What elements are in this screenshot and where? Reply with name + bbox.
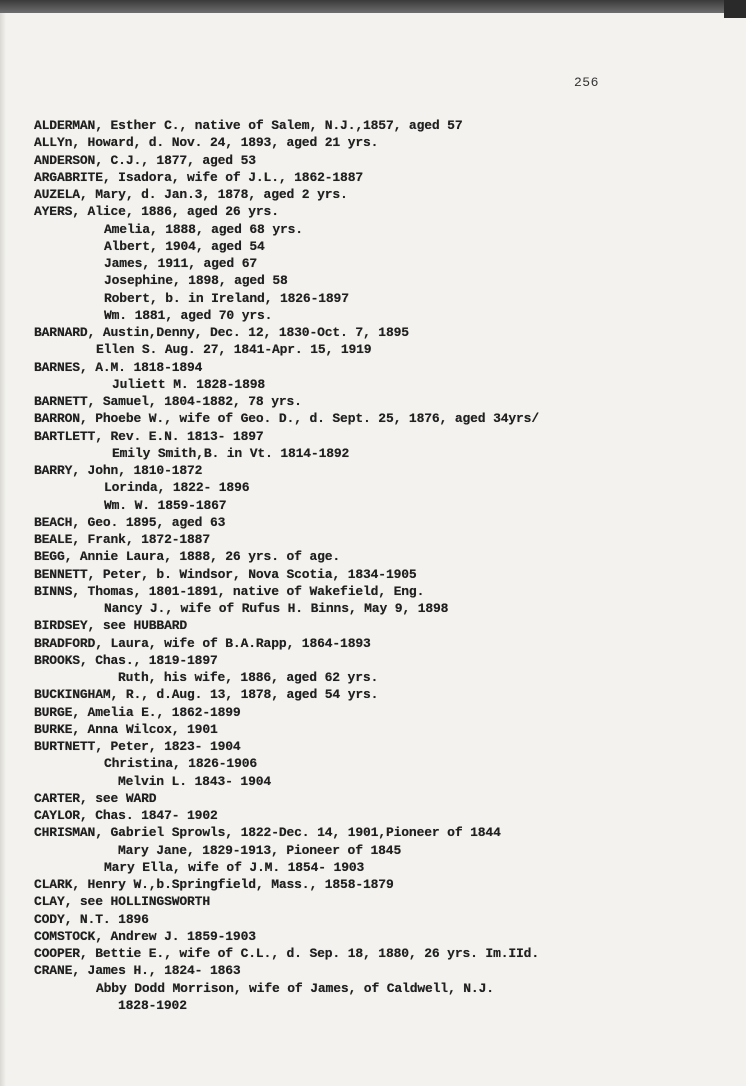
entry-line: BURTNETT, Peter, 1823- 1904 <box>34 739 241 754</box>
entry-line: BURKE, Anna Wilcox, 1901 <box>34 721 218 737</box>
entry-continuation-line: Wm. 1881, aged 70 yrs. <box>104 307 273 323</box>
scan-top-edge <box>0 0 746 13</box>
entry-line: COMSTOCK, Andrew J. 1859-1903 <box>34 928 256 944</box>
entry-continuation-line: Josephine, 1898, aged 58 <box>104 273 288 289</box>
entry-line: AYERS, Alice, 1886, aged 26 yrs. <box>34 204 279 220</box>
entry-line: BARNES, A.M. 1818-1894 <box>34 359 203 375</box>
entry-line: COOPER, Bettie E., wife of C.L., d. Sep. 18, 1880, 26 yrs. Im.IId. <box>34 946 539 961</box>
entry-line: BARNARD, Austin,Denny, Dec. 12, 1830-Oct. 7, 1895 <box>34 325 409 340</box>
entry-line: BROOKS, Chas., 1819-1897 <box>34 652 218 668</box>
entry-continuation-line: Mary Jane, 1829-1913, Pioneer of 1845 <box>118 842 402 858</box>
entry-line: BARNETT, Samuel, 1804-1882, 78 yrs. <box>34 394 302 409</box>
entry-continuation-line: Emily Smith,B. in Vt. 1814-1892 <box>112 445 350 461</box>
entry-continuation-line: 1828-1902 <box>118 997 187 1013</box>
entry-line: BEACH, Geo. 1895, aged 63 <box>34 514 226 530</box>
entry-continuation-line: Wm. W. 1859-1867 <box>104 497 227 513</box>
entry-line: BEALE, Frank, 1872-1887 <box>34 532 210 547</box>
entry-continuation-line: Christina, 1826-1906 <box>104 756 258 772</box>
entry-line: BEGG, Annie Laura, 1888, 26 yrs. of age. <box>34 549 341 565</box>
entry-line: CRANE, James H., 1824- 1863 <box>34 963 241 979</box>
entry-continuation-line: Juliett M. 1828-1898 <box>112 376 266 392</box>
entry-line: CLARK, Henry W.,b.Springfield, Mass., 1858-1879 <box>34 877 394 892</box>
scan-left-shadow <box>0 13 6 1086</box>
entry-continuation-line: Mary Ella, wife of J.M. 1854- 1903 <box>104 859 365 875</box>
entry-line: CARTER, see WARD <box>34 790 157 806</box>
entry-line: ALDERMAN, Esther C., native of Salem, N.J.,1857, aged 57 <box>34 118 463 133</box>
entry-line: BARRON, Phoebe W., wife of Geo. D., d. Sept. 25, 1876, aged 34yrs/ <box>34 411 539 427</box>
entry-continuation-line: James, 1911, aged 67 <box>104 256 258 271</box>
entry-line: CAYLOR, Chas. 1847- 1902 <box>34 808 218 823</box>
entry-line: BARRY, John, 1810-1872 <box>34 463 203 478</box>
entry-line: BIRDSEY, see HUBBARD <box>34 618 188 634</box>
entry-continuation-line: Ruth, his wife, 1886, aged 62 yrs. <box>118 670 379 685</box>
entry-line: CODY, N.T. 1896 <box>34 911 149 927</box>
entry-line: BARTLETT, Rev. E.N. 1813- 1897 <box>34 428 264 444</box>
page-number: 256 <box>574 75 599 90</box>
entry-continuation-line: Nancy J., wife of Rufus H. Binns, May 9, 1898 <box>104 601 449 616</box>
burial-entries-list <box>34 117 734 1014</box>
entry-continuation-line: Amelia, 1888, aged 68 yrs. <box>104 221 303 237</box>
entry-continuation-line: Albert, 1904, aged 54 <box>104 238 265 254</box>
entry-line: BRADFORD, Laura, wife of B.A.Rapp, 1864-1893 <box>34 635 371 651</box>
entry-continuation-line: Melvin L. 1843- 1904 <box>118 773 272 789</box>
entry-continuation-line: Lorinda, 1822- 1896 <box>104 480 250 496</box>
entry-line: CLAY, see HOLLINGSWORTH <box>34 894 210 910</box>
entry-line: ARGABRITE, Isadora, wife of J.L., 1862-1887 <box>34 169 364 185</box>
scan-corner-mark <box>724 0 746 18</box>
entry-line: BURGE, Amelia E., 1862-1899 <box>34 704 241 720</box>
entry-line: CHRISMAN, Gabriel Sprowls, 1822-Dec. 14, 1901,Pioneer of 1844 <box>34 825 501 841</box>
entry-line: BENNETT, Peter, b. Windsor, Nova Scotia, 1834-1905 <box>34 566 417 582</box>
entry-line: BINNS, Thomas, 1801-1891, native of Wakefield, Eng. <box>34 583 425 599</box>
entry-line: ALLYn, Howard, d. Nov. 24, 1893, aged 21 yrs. <box>34 135 379 151</box>
entry-continuation-line: Abby Dodd Morrison, wife of James, of Caldwell, N.J. <box>96 980 494 996</box>
entry-line: BUCKINGHAM, R., d.Aug. 13, 1878, aged 54 yrs. <box>34 687 379 703</box>
entry-line: AUZELA, Mary, d. Jan.3, 1878, aged 2 yrs. <box>34 187 348 202</box>
entry-continuation-line: Ellen S. Aug. 27, 1841-Apr. 15, 1919 <box>96 342 372 358</box>
entry-continuation-line: Robert, b. in Ireland, 1826-1897 <box>104 290 349 306</box>
entry-line: ANDERSON, C.J., 1877, aged 53 <box>34 152 256 168</box>
